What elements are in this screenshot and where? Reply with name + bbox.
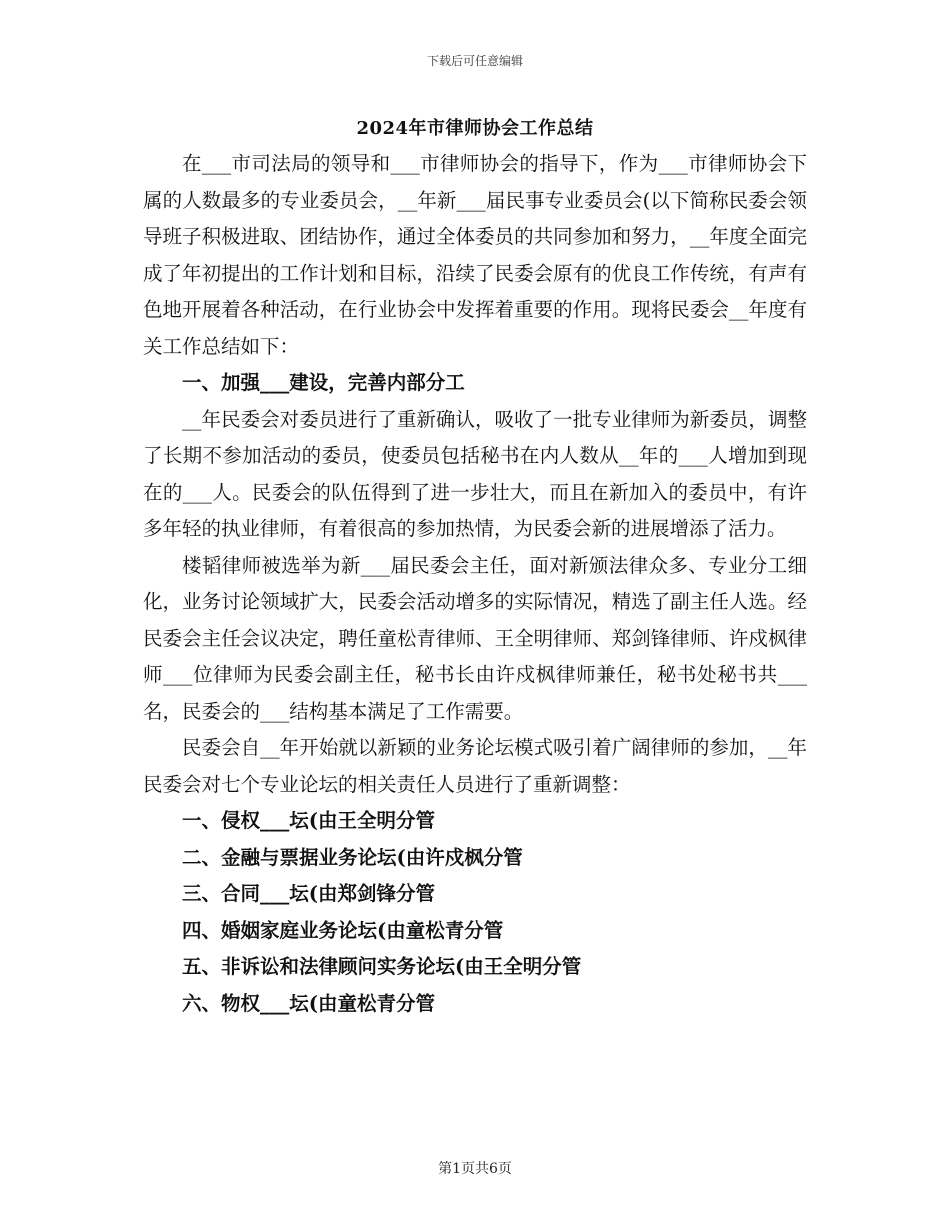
forum-item: 一、侵权___坛(由王全明分管 [182, 809, 435, 832]
forum-item: 三、合同___坛(由郑剑锋分管 [182, 882, 435, 905]
page-title: 2024年市律师协会工作总结 [356, 118, 594, 139]
intro-paragraph: 在___市司法局的领导和___市律师协会的指导下，作为___市律师协会下属的人数最多的专业委员会，__年新___届民事专业委员会(以下简称民委会领导班子积极进取、团结协作，通过全体委员的共同参加和努力，__年度全面完成了年初提出的工作计划和目标，沿续了民委会原有的优良工作传统，有声有色地开展着各种活动，在行业协会中发挥着重要的作用。现将民委会__年度有关工作总结如下： [143, 152, 807, 358]
forum-item: 五、非诉讼和法律顾问实务论坛(由王全明分管 [182, 955, 582, 978]
forum-item: 四、婚姻家庭业务论坛(由童松青分管 [182, 918, 504, 942]
header-note: 下载后可任意编辑 [426, 54, 523, 68]
body-paragraph: 楼韬律师被选举为新___届民委会主任，面对新颁法律众多、专业分工细化，业务讨论领域扩大，民委会活动增多的实际情况，精选了副主任人选。经民委会主任会议决定，聘任童松青律师、王全明律师、郑剑锋律师、许戍枫律师___位律师为民委会副主任，秘书长由许戍枫律师兼任，秘书处秘书共___名，民委会的___结构基本满足了工作需要。 [143, 553, 807, 723]
forum-item: 六、物权___坛(由童松青分管 [182, 991, 435, 1015]
body-paragraph: __年民委会对委员进行了重新确认，吸收了一批专业律师为新委员，调整了长期不参加活动的委员，使委员包括秘书在内人数从__年的___人增加到现在的___人。民委会的队伍得到了进一步壮大，而且在新加入的委员中，有许多年轻的执业律师，有着很高的参加热情，为民委会新的进展增添了活力。 [143, 407, 807, 540]
section-heading-1: 一、加强___建设，完善内部分工 [182, 371, 465, 394]
document-body [143, 146, 807, 1022]
forum-item: 二、金融与票据业务论坛(由许戍枫分管 [182, 845, 523, 869]
page-number: 第1页共6页 [438, 1161, 512, 1177]
body-paragraph: 民委会自__年开始就以新颖的业务论坛模式吸引着广阔律师的参加，__年民委会对七个专业论坛的相关责任人员进行了重新调整： [143, 736, 807, 796]
